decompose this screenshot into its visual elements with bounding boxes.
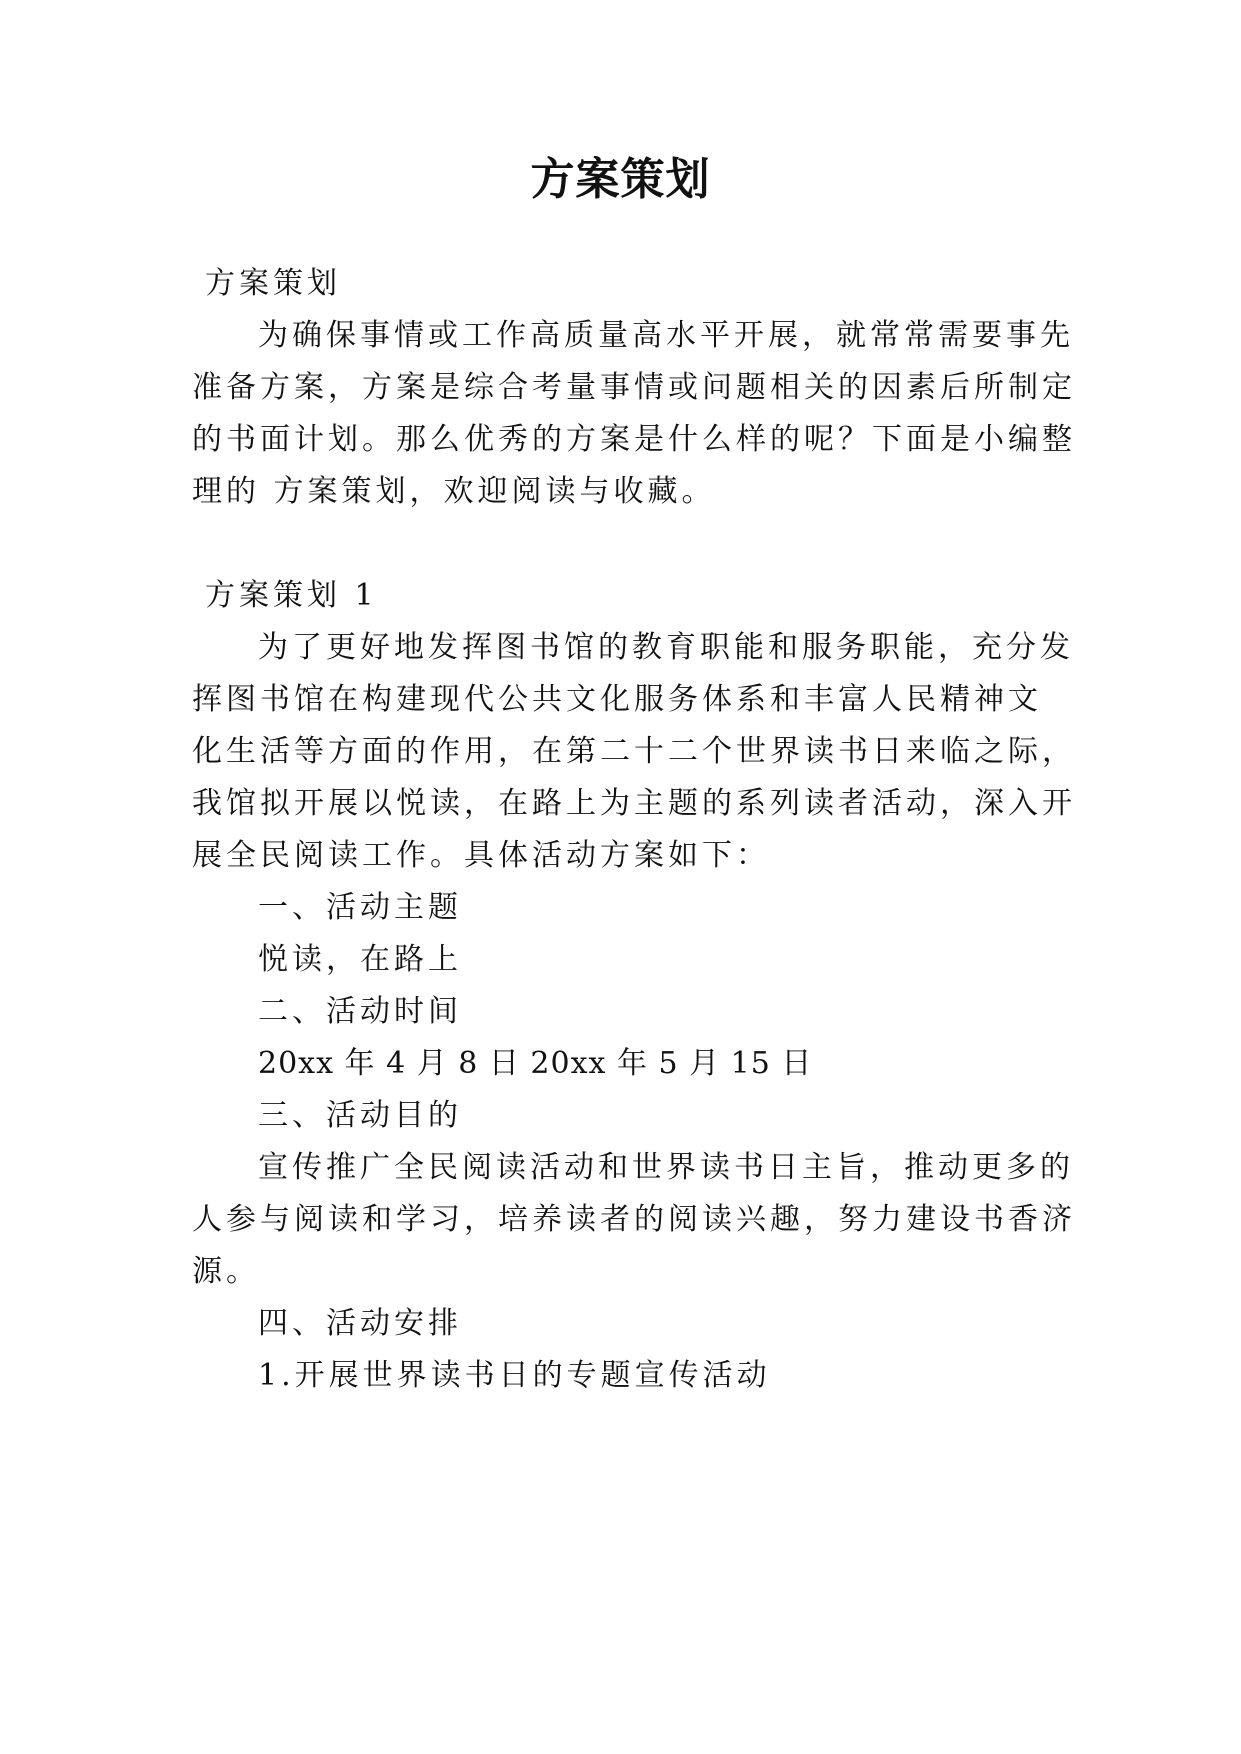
section-paragraph-line: 我馆拟开展以悦读，在路上为主题的系列读者活动，深入开 <box>192 786 1076 821</box>
intro-line: 准备方案，方案是综合考量事情或问题相关的因素后所制定 <box>192 370 1076 405</box>
intro-line: 为确保事情或工作高质量高水平开展，就常常需要事先 <box>258 318 1074 353</box>
time-heading: 二、活动时间 <box>258 994 462 1029</box>
purpose-line: 宣传推广全民阅读活动和世界读书日主旨，推动更多的 <box>258 1150 1074 1185</box>
intro-heading: 方案策划 <box>205 266 341 301</box>
section-paragraph-line: 为了更好地发挥图书馆的教育职能和服务职能，充分发 <box>258 630 1074 665</box>
purpose-line: 人参与阅读和学习，培养读者的阅读兴趣，努力建设书香济 <box>192 1202 1076 1237</box>
purpose-heading: 三、活动目的 <box>258 1098 462 1133</box>
arrangement-item: 1.开展世界读书日的专题宣传活动 <box>258 1358 771 1393</box>
page-title: 方案策划 <box>530 154 711 205</box>
section-heading: 方案策划 1 <box>205 578 378 613</box>
theme-value: 悦读，在路上 <box>258 942 462 977</box>
intro-line: 的书面计划。那么优秀的方案是什么样的呢？下面是小编整 <box>192 422 1076 457</box>
intro-line: 理的 方案策划，欢迎阅读与收藏。 <box>192 474 716 509</box>
time-value: 20xx 年 4 月 8 日 20xx 年 5 月 15 日 <box>258 1046 813 1081</box>
purpose-line: 源。 <box>192 1254 260 1289</box>
section-paragraph-line: 展全民阅读工作。具体活动方案如下： <box>192 838 770 873</box>
arrangement-heading: 四、活动安排 <box>258 1306 462 1341</box>
theme-heading: 一、活动主题 <box>258 890 462 925</box>
section-paragraph-line: 化生活等方面的作用，在第二十二个世界读书日来临之际， <box>192 734 1076 769</box>
section-paragraph-line: 挥图书馆在构建现代公共文化服务体系和丰富人民精神文 <box>192 682 1042 717</box>
